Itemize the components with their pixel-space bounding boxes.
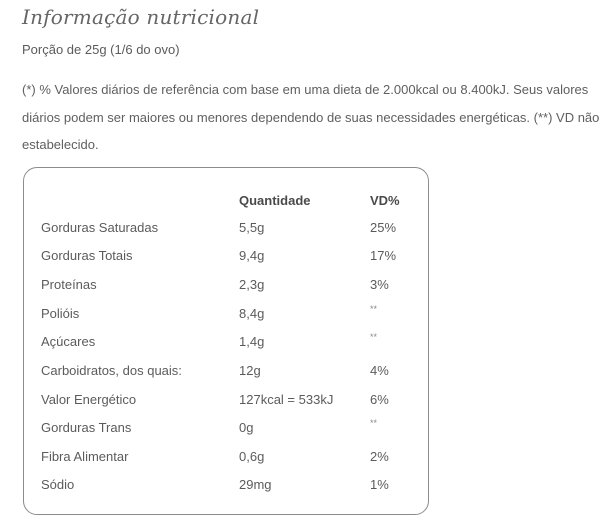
nutrient-quantity: 9,4g xyxy=(239,248,265,263)
header-quantity: Quantidade xyxy=(239,193,311,208)
nutrient-quantity: 1,4g xyxy=(239,334,265,349)
table-row xyxy=(24,220,428,240)
nutrient-quantity: 29mg xyxy=(239,477,272,492)
nutrient-name: Açúcares xyxy=(41,334,96,349)
nutrient-vd: 4% xyxy=(370,363,389,378)
nutrient-quantity: 5,5g xyxy=(239,220,265,235)
nutrient-quantity: 8,4g xyxy=(239,306,265,321)
nutrient-name: Sódio xyxy=(41,477,75,492)
nutrient-vd: ** xyxy=(370,332,378,342)
nutrient-vd: 2% xyxy=(370,449,389,464)
reference-note: (*) % Valores diários de referência com base em uma dieta de 2.000kcal ou 8.400kJ. Seus valores diários podem ser maiores ou menores dependendo de suas necessidades energéticas. (**) VD não estabelecido. xyxy=(22,82,600,152)
nutrient-name: Valor Energético xyxy=(41,392,137,407)
nutrient-name: Polióis xyxy=(41,306,80,321)
nutrient-quantity: 0g xyxy=(239,420,254,435)
table-row xyxy=(24,449,428,469)
nutrient-vd: 3% xyxy=(370,277,389,292)
nutrient-name: Gorduras Totais xyxy=(41,248,133,263)
table-row xyxy=(24,363,428,383)
nutrient-vd: ** xyxy=(370,304,378,314)
nutrient-name: Fibra Alimentar xyxy=(41,449,129,464)
header-vd: VD% xyxy=(370,193,400,208)
nutrient-name: Gorduras Saturadas xyxy=(41,220,159,235)
nutrient-name: Carboidratos, dos quais: xyxy=(41,363,182,378)
nutrition-table xyxy=(23,167,429,515)
nutrient-vd: 17% xyxy=(370,248,397,263)
nutrient-quantity: 0,6g xyxy=(239,449,265,464)
nutrient-name: Proteínas xyxy=(41,277,97,292)
nutrient-quantity: 12g xyxy=(239,363,261,378)
table-row xyxy=(24,248,428,268)
nutrient-vd: 6% xyxy=(370,392,389,407)
nutrient-quantity: 127kcal = 533kJ xyxy=(239,392,334,407)
table-row xyxy=(24,420,428,440)
nutrient-vd: 25% xyxy=(370,220,397,235)
table-row xyxy=(24,477,428,497)
nutrient-vd: ** xyxy=(370,418,378,428)
nutrient-vd: 1% xyxy=(370,477,389,492)
table-row xyxy=(24,277,428,297)
page-title: Informação nutricional xyxy=(22,5,260,29)
table-row xyxy=(24,306,428,326)
table-row xyxy=(24,392,428,412)
nutrient-name: Gorduras Trans xyxy=(41,420,132,435)
table-row xyxy=(24,334,428,354)
nutrient-quantity: 2,3g xyxy=(239,277,265,292)
portion-info: Porção de 25g (1/6 do ovo) xyxy=(22,42,180,57)
